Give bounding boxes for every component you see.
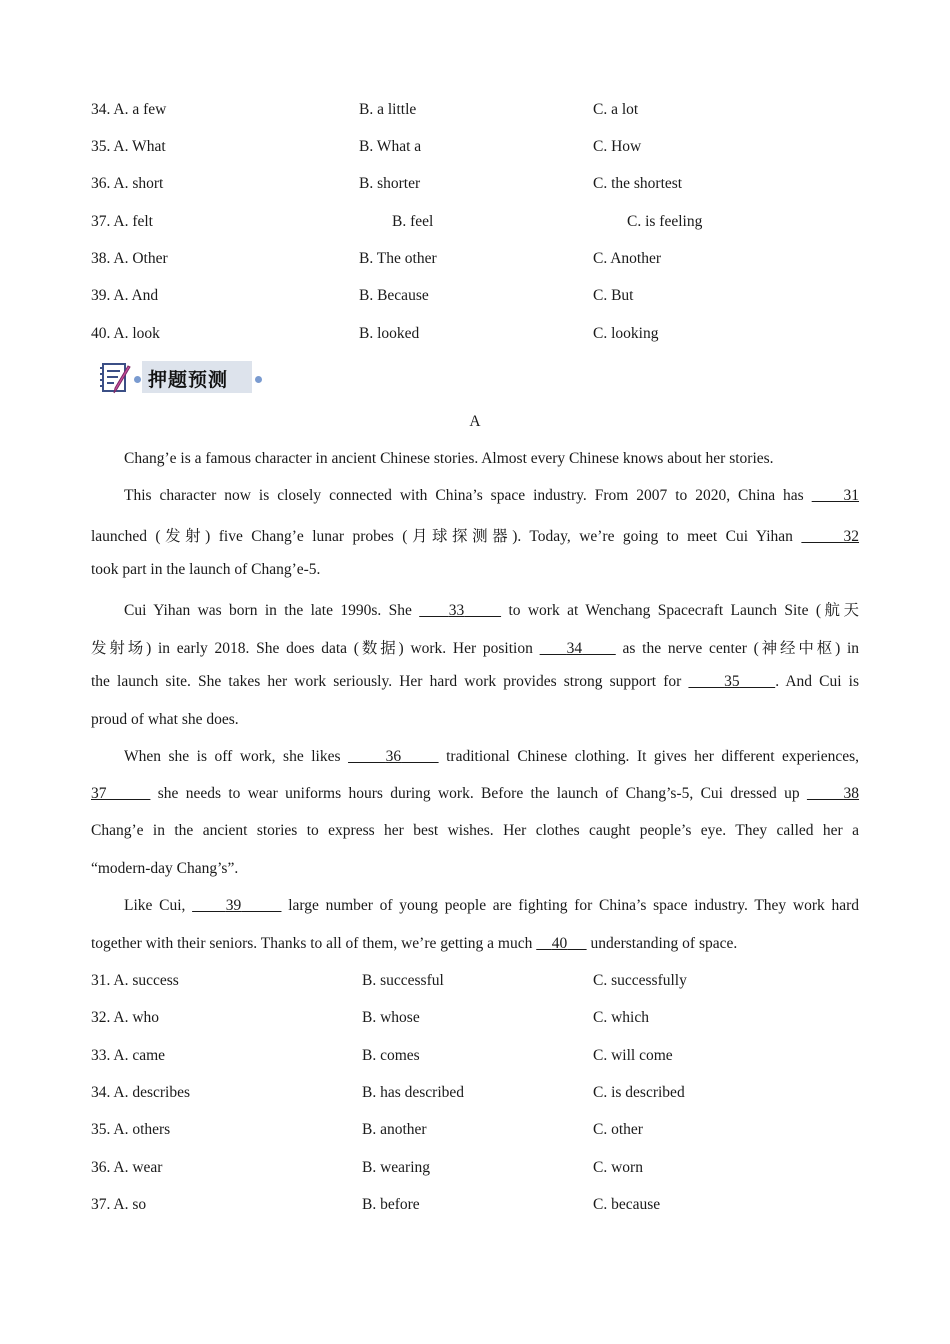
passage-text: This character now is closely connected with China’s space industry. From 2007 to 2020, China has — [124, 487, 804, 504]
passage-text: as the nerve center (神经中枢) in — [622, 640, 860, 657]
option-a: 36. A. short — [91, 175, 164, 192]
option-a: 37. A. so — [91, 1196, 147, 1213]
passage-text: understanding of space. — [590, 935, 738, 952]
blank-38[interactable]: 38 — [843, 785, 860, 802]
passage-line — [91, 711, 859, 729]
passage-text: proud of what she does. — [91, 711, 239, 728]
option-b: B. whose — [362, 1009, 420, 1026]
option-row — [91, 1047, 871, 1067]
blank-33[interactable]: 33 — [448, 602, 465, 619]
option-b: B. looked — [359, 325, 420, 342]
banner-badge — [142, 361, 252, 393]
passage-text: together with their seniors. Thanks to all of them, we’re getting a much — [91, 935, 533, 952]
blank-39[interactable]: 39 — [225, 897, 242, 914]
passage-line — [91, 822, 859, 840]
option-b: B. wearing — [362, 1159, 431, 1176]
notebook-pencil-icon — [100, 359, 134, 395]
passage-text: to work at Wenchang Spacecraft Launch Site (航天 — [508, 602, 860, 619]
option-c: C. successfully — [593, 972, 687, 989]
option-a: 31. A. success — [91, 972, 179, 989]
passage-line — [91, 860, 859, 878]
blank-34[interactable]: 34 — [566, 640, 583, 657]
passage-title: A — [469, 413, 481, 430]
passage-text: . And Cui is — [775, 673, 860, 690]
passage-line — [91, 785, 859, 803]
option-c: C. which — [593, 1009, 649, 1026]
passage-text: Cui Yihan was born in the late 1990s. She — [124, 602, 412, 619]
passage-line — [91, 673, 859, 691]
passage-line — [91, 561, 859, 579]
option-b: B. What a — [359, 138, 422, 155]
option-c: C. looking — [593, 325, 659, 342]
passage-text: Chang’e in the ancient stories to express her best wishes. Her clothes caught people’s eye. They called her a — [91, 822, 859, 839]
option-a: 35. A. others — [91, 1121, 171, 1138]
option-row — [91, 1121, 871, 1141]
blank-40[interactable]: 40 — [551, 935, 568, 952]
passage-line — [91, 935, 859, 953]
blank-32[interactable]: 32 — [843, 528, 860, 545]
option-b: B. The other — [359, 250, 437, 267]
passage-text: the launch site. She takes her work seriously. Her hard work provides strong support for — [91, 673, 682, 690]
option-b: B. another — [362, 1121, 427, 1138]
passage-text: launched (发射) five Chang’e lunar probes (月球探测器). Today, we’re going to meet Cui Yihan — [91, 528, 793, 545]
passage-text: When she is off work, she likes — [124, 748, 341, 765]
passage-text: “modern-day Chang’s”. — [91, 860, 239, 877]
passage-line — [91, 636, 859, 658]
passage-text: large number of young people are fighting for China’s space industry. They work hard — [288, 897, 860, 914]
option-b: B. feel — [392, 213, 434, 230]
option-c: C. a lot — [593, 101, 639, 118]
option-a: 33. A. came — [91, 1047, 166, 1064]
blank-35[interactable]: 35 — [724, 673, 740, 690]
passage-line — [91, 748, 859, 766]
option-b: B. before — [362, 1196, 420, 1213]
option-b: B. Because — [359, 287, 429, 304]
passage-text: Like Cui, — [124, 897, 186, 914]
option-c: C. is described — [593, 1084, 685, 1101]
option-a: 32. A. who — [91, 1009, 160, 1026]
option-a: 39. A. And — [91, 287, 159, 304]
option-c: C. will come — [593, 1047, 673, 1064]
prev-option-row — [91, 101, 871, 121]
prev-option-row — [91, 175, 871, 195]
prev-option-row — [91, 325, 871, 345]
passage-text: Chang’e is a famous character in ancient Chinese stories. Almost every Chinese knows about her stories. — [124, 450, 774, 467]
option-b: B. successful — [362, 972, 444, 989]
section-banner — [100, 359, 270, 397]
passage-line — [91, 450, 859, 468]
blank-36[interactable]: 36 — [385, 748, 402, 765]
passage-line — [91, 487, 859, 505]
prev-option-row — [91, 213, 871, 233]
option-c: C. worn — [593, 1159, 643, 1176]
option-b: B. a little — [359, 101, 417, 118]
banner-dot-right — [255, 376, 262, 383]
option-row — [91, 1196, 871, 1216]
option-a: 37. A. felt — [91, 213, 153, 230]
prev-option-row — [91, 287, 871, 307]
option-b: B. has described — [362, 1084, 465, 1101]
option-b: B. comes — [362, 1047, 420, 1064]
blank-31[interactable]: 31 — [843, 487, 860, 504]
option-c: C. because — [593, 1196, 661, 1213]
prev-option-row — [91, 250, 871, 270]
option-c: C. How — [593, 138, 642, 155]
option-b: B. shorter — [359, 175, 421, 192]
passage-line — [91, 598, 859, 620]
option-row — [91, 1084, 871, 1104]
option-c: C. the shortest — [593, 175, 683, 192]
blank-37[interactable]: 37 — [91, 785, 107, 802]
option-c: C. other — [593, 1121, 643, 1138]
option-row — [91, 1009, 871, 1029]
option-a: 36. A. wear — [91, 1159, 163, 1176]
passage-line — [91, 524, 859, 546]
banner-dot-left — [134, 376, 141, 383]
option-a: 38. A. Other — [91, 250, 168, 267]
option-c: C. is feeling — [627, 213, 703, 230]
option-a: 35. A. What — [91, 138, 166, 155]
option-a: 34. A. describes — [91, 1084, 191, 1101]
option-a: 34. A. a few — [91, 101, 167, 118]
option-row — [91, 1159, 871, 1179]
option-c: C. But — [593, 287, 634, 304]
passage-text: took part in the launch of Chang’e-5. — [91, 561, 321, 578]
passage-line — [91, 897, 859, 915]
passage-text: she needs to wear uniforms hours during work. Before the launch of Chang’s-5, Cui dressed up — [157, 785, 800, 802]
banner-label: 押题预测 — [148, 369, 229, 391]
option-c: C. Another — [593, 250, 662, 267]
passage-text: traditional Chinese clothing. It gives her different experiences, — [446, 748, 860, 765]
prev-option-row — [91, 138, 871, 158]
option-row — [91, 972, 871, 992]
option-a: 40. A. look — [91, 325, 160, 342]
passage-text: 发射场) in early 2018. She does data (数据) work. Her position — [91, 640, 533, 657]
